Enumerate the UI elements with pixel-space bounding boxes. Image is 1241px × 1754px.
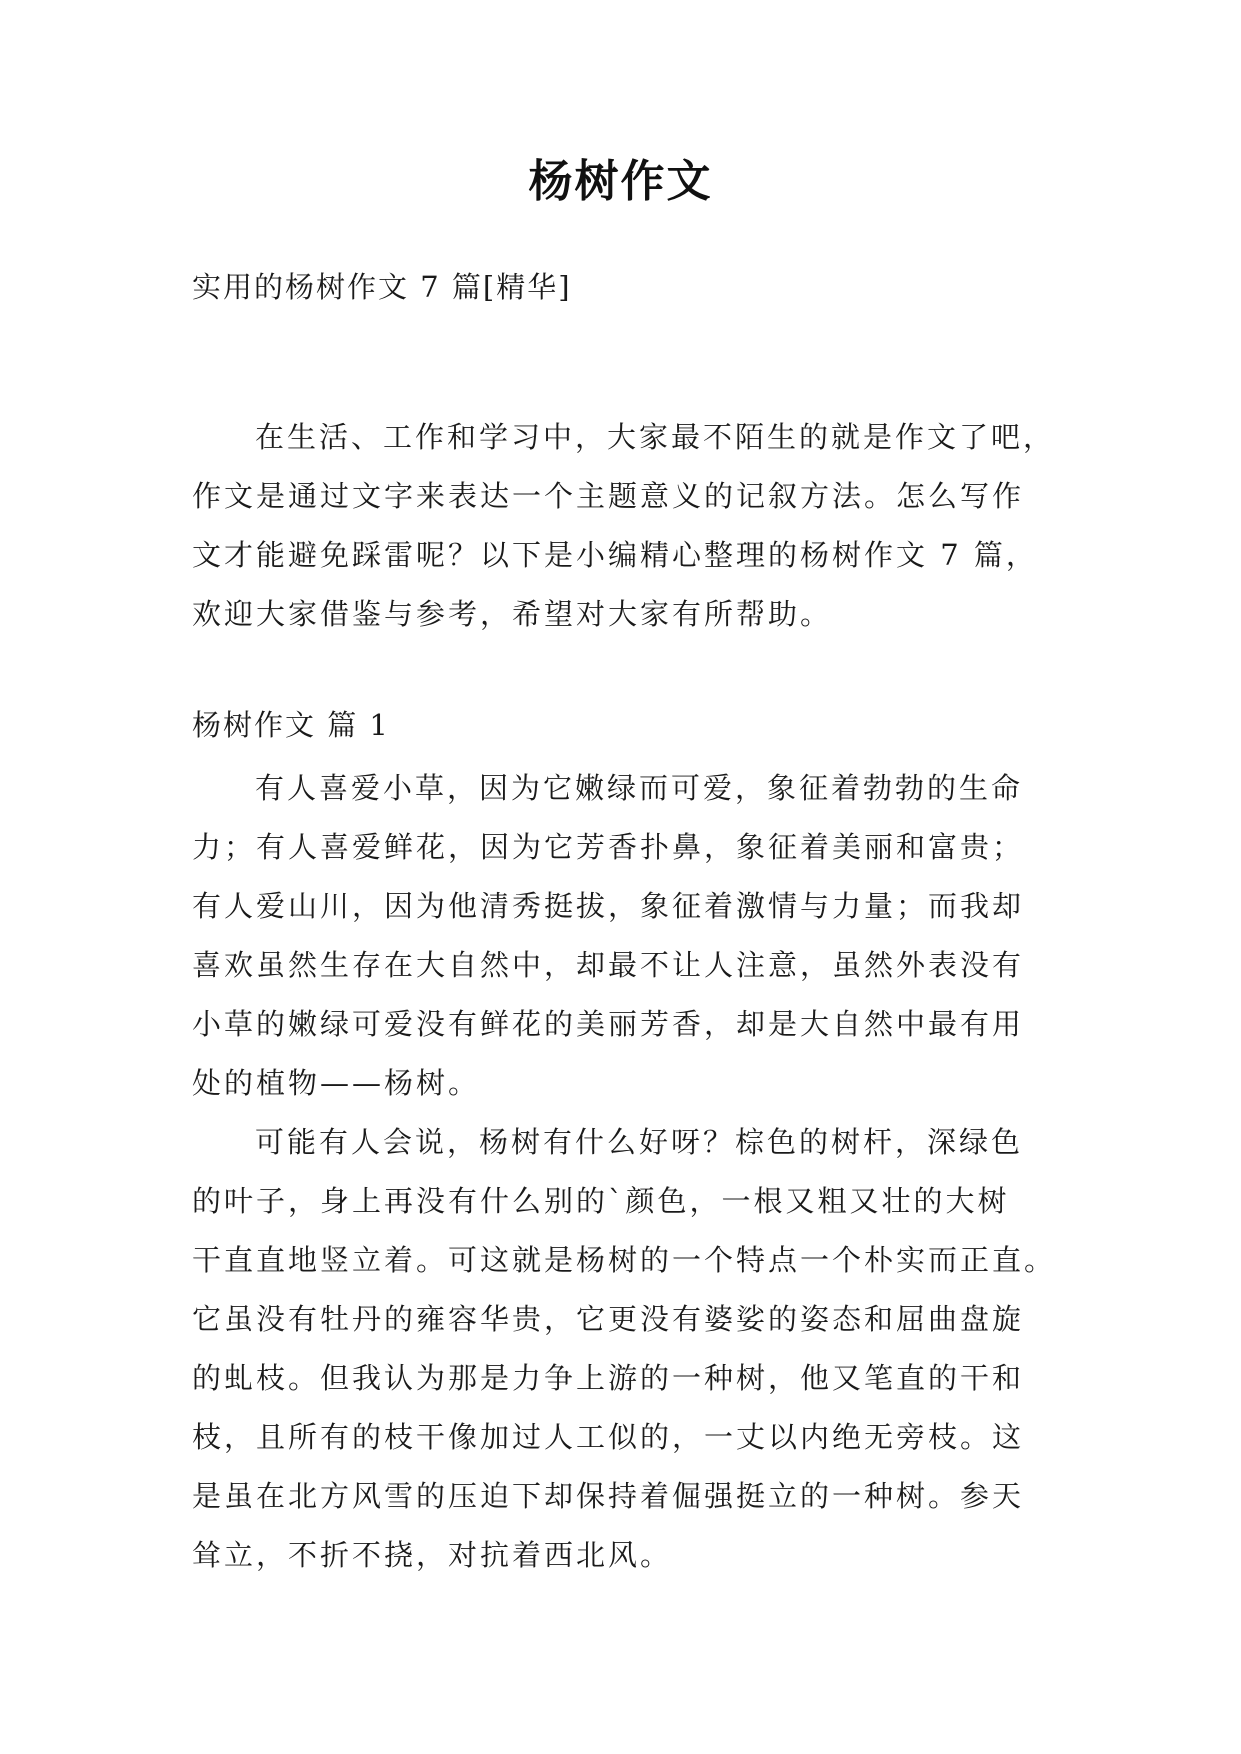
intro-line: 文才能避免踩雷呢？以下是小编精心整理的杨树作文 7 篇，: [192, 538, 1038, 572]
paragraph2-line: 耸立，不折不挠，对抗着西北风。: [192, 1538, 673, 1572]
paragraph2-line: 的叶子，身上再没有什么别的`颜色，一根又粗又壮的大树: [192, 1184, 1010, 1218]
paragraph1-line: 处的植物——杨树。: [192, 1066, 481, 1100]
paragraph1-line: 喜欢虽然生存在大自然中，却最不让人注意，虽然外表没有: [192, 948, 1025, 982]
paragraph2-line: 的虬枝。但我认为那是力争上游的一种树，他又笔直的干和: [192, 1361, 1025, 1395]
intro-paragraph: [192, 408, 1072, 644]
section-heading: 杨树作文 篇 1: [192, 708, 390, 742]
document-subtitle: 实用的杨树作文 7 篇[精华]: [192, 270, 572, 304]
paragraph1-line: 有人爱山川，因为他清秀挺拔，象征着激情与力量；而我却: [192, 889, 1025, 923]
paragraph2-line: 干直直地竖立着。可这就是杨树的一个特点一个朴实而正直。: [192, 1243, 1057, 1277]
paragraph1-line: 有人喜爱小草，因为它嫩绿而可爱，象征着勃勃的生命: [255, 771, 1024, 805]
paragraph2-line: 枝，且所有的枝干像加过人工似的，一丈以内绝无旁枝。这: [192, 1420, 1025, 1454]
paragraph2-line: 是虽在北方风雪的压迫下却保持着倔强挺立的一种树。参天: [192, 1479, 1025, 1513]
document-title: 杨树作文: [528, 156, 713, 207]
paragraph1-line: 小草的嫩绿可爱没有鲜花的美丽芳香，却是大自然中最有用: [192, 1007, 1025, 1041]
paragraph2-line: 它虽没有牡丹的雍容华贵，它更没有婆娑的姿态和屈曲盘旋: [192, 1302, 1025, 1336]
intro-line: 在生活、工作和学习中，大家最不陌生的就是作文了吧，: [255, 420, 1056, 454]
paragraph2-line: 可能有人会说，杨树有什么好呀？棕色的树杆，深绿色: [255, 1125, 1024, 1159]
essay-body: [192, 759, 1072, 1585]
paragraph1-line: 力；有人喜爱鲜花，因为它芳香扑鼻，象征着美丽和富贵；: [192, 830, 1025, 864]
intro-line: 欢迎大家借鉴与参考，希望对大家有所帮助。: [192, 597, 833, 631]
intro-line: 作文是通过文字来表达一个主题意义的记叙方法。怎么写作: [192, 479, 1025, 513]
